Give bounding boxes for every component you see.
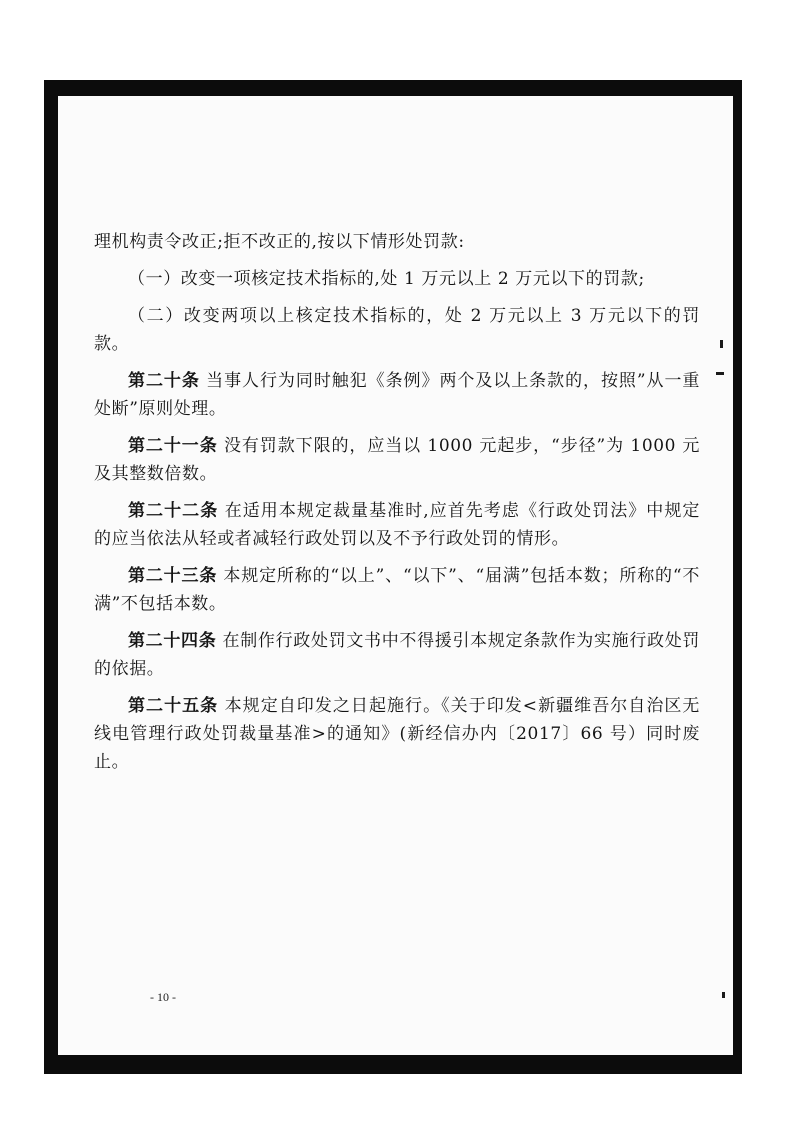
article-heading: 第二十四条 (128, 631, 217, 651)
paragraph-article-23 (94, 562, 700, 618)
paragraph-text: （一）改变一项核定技术指标的,处 1 万元以上 2 万元以下的罚款; (128, 269, 645, 289)
document-body (94, 228, 700, 785)
paragraph-text: 本规定所称的“以上”、“以下”、“届满”包括本数；所称的“不满”不包括本数。 (94, 566, 701, 614)
article-heading: 第二十三条 (128, 566, 218, 586)
paragraph-article-22 (94, 497, 700, 553)
paragraph-item-1 (94, 265, 700, 293)
article-heading: 第二十二条 (128, 501, 219, 521)
paragraph-text: 在适用本规定裁量基准时,应首先考虑《行政处罚法》中规定的应当依法从轻或者减轻行政处罚以及不予行政处罚的情形。 (94, 501, 700, 549)
scan-speck (722, 992, 725, 998)
scan-speck (716, 372, 724, 375)
paragraph-text: 本规定自印发之日起施行。《关于印发<新疆维吾尔自治区无线电管理行政处罚裁量基准>的通知》(新经信办内〔2017〕66 号）同时废止。 (94, 696, 701, 772)
article-heading: 第二十五条 (128, 696, 219, 716)
paragraph-item-2 (94, 302, 700, 358)
paragraph-text: （二）改变两项以上核定技术指标的，处 2 万元以上 3 万元以下的罚款。 (94, 306, 700, 354)
article-heading: 第二十条 (128, 371, 200, 391)
scan-speck (720, 340, 723, 348)
paragraph-text: 没有罚款下限的，应当以 1000 元起步，“步径”为 1000 元及其整数倍数。 (94, 436, 701, 484)
paragraph-text: 在制作行政处罚文书中不得援引本规定条款作为实施行政处罚的依据。 (94, 631, 700, 679)
paragraph-article-25 (94, 692, 700, 776)
paragraph-article-20 (94, 367, 700, 423)
article-heading: 第二十一条 (128, 436, 218, 456)
page-number: - 10 - (150, 990, 176, 1004)
paragraph-text: 当事人行为同时触犯《条例》两个及以上条款的，按照”从一重处断”原则处理。 (94, 371, 700, 419)
paragraph-article-21 (94, 432, 700, 488)
paragraph-article-24 (94, 627, 700, 683)
paragraph-intro (94, 228, 700, 256)
paragraph-text: 理机构责令改正;拒不改正的,按以下情形处罚款: (94, 232, 465, 252)
